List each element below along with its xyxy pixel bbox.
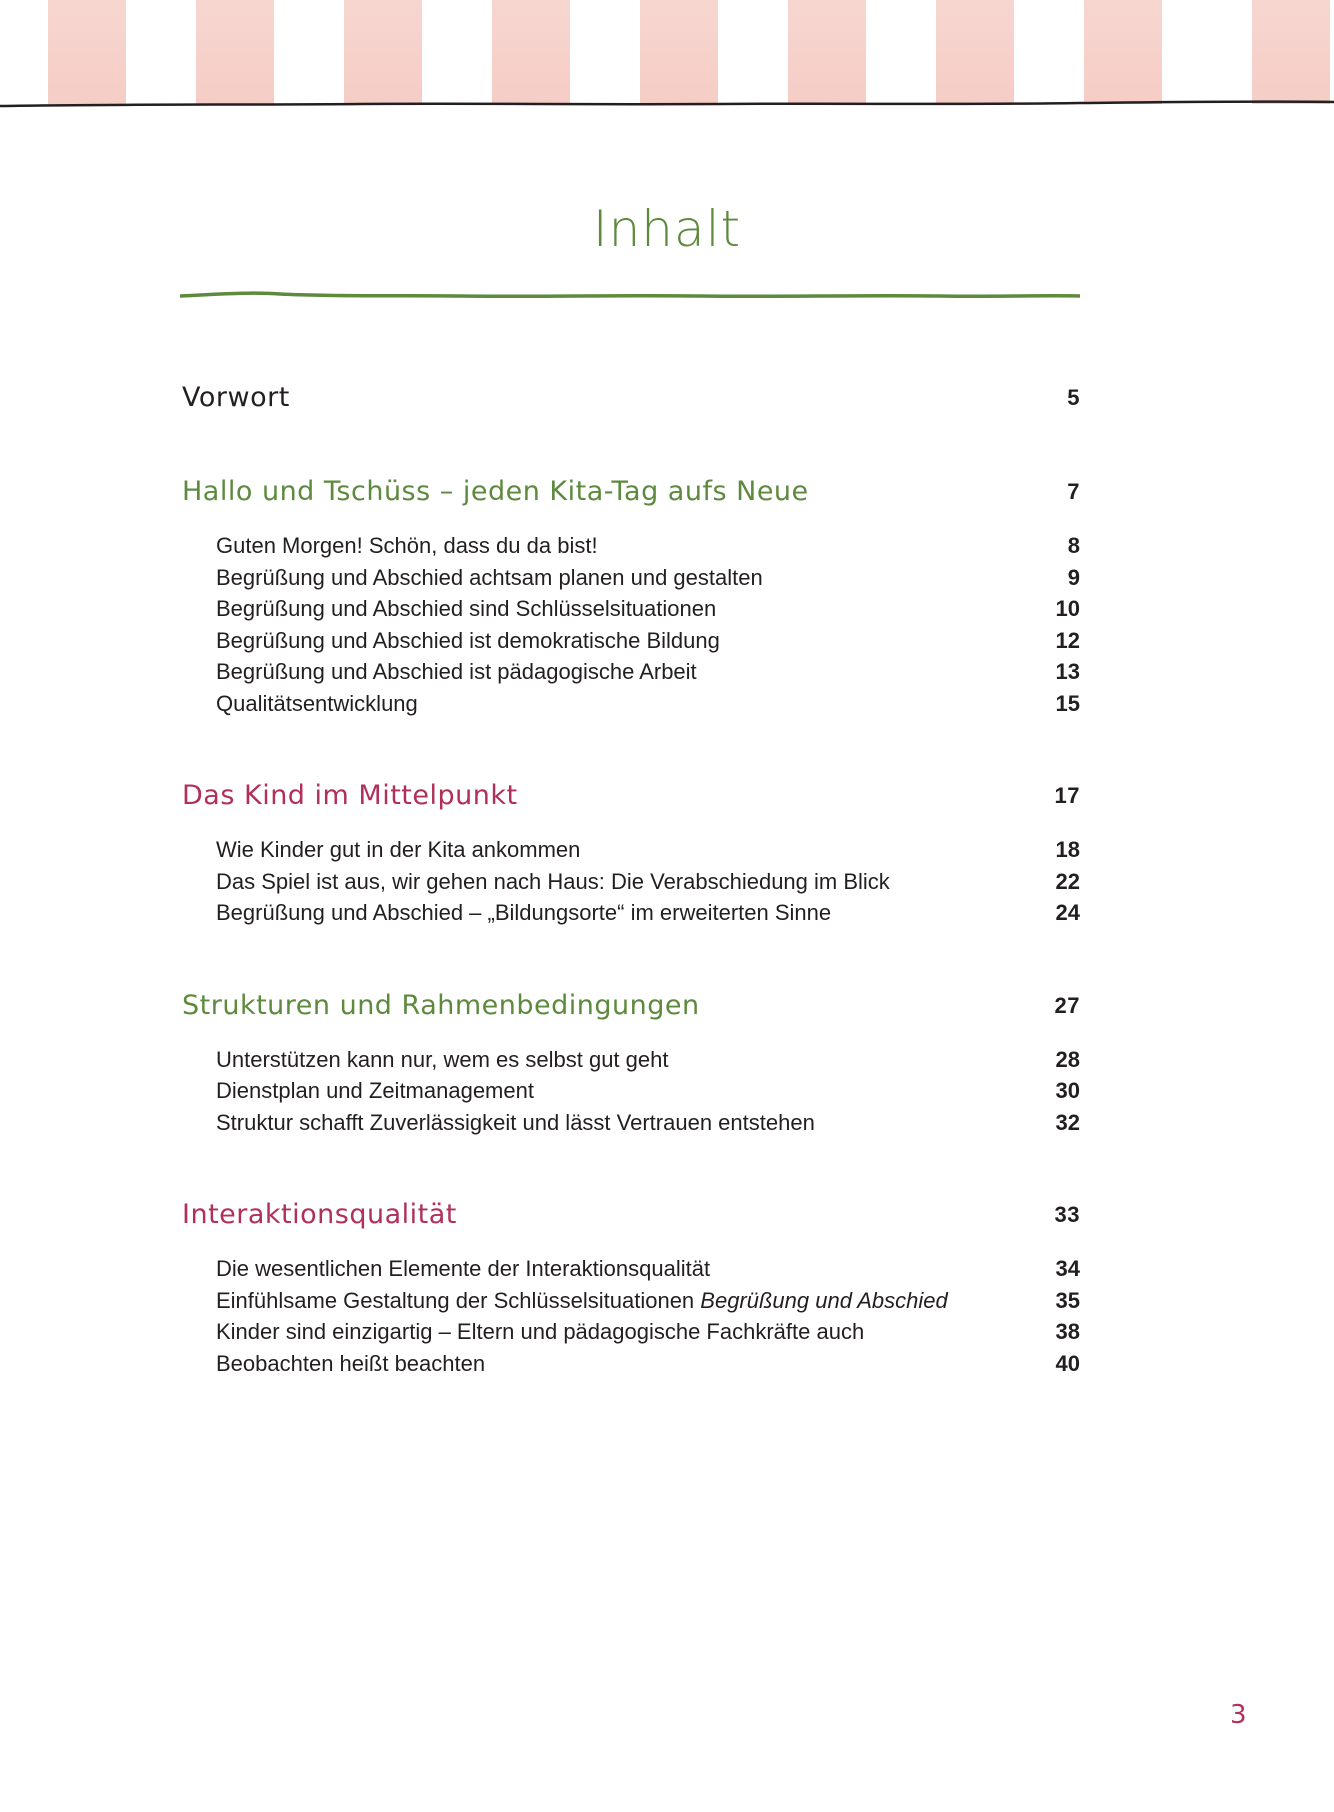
stripe: [788, 0, 866, 104]
toc-entry-text: Guten Morgen! Schön, dass du da bist!: [216, 533, 598, 558]
toc-section: [182, 778, 1080, 929]
toc-entry-label: [216, 834, 580, 866]
toc-entry[interactable]: [182, 656, 1080, 688]
toc-entry[interactable]: [182, 1075, 1080, 1107]
toc-entry-page: 35: [1055, 1287, 1080, 1313]
toc-heading-label: Hallo und Tschüss – jeden Kita-Tag aufs Neue: [182, 476, 809, 507]
toc-entry-page: 10: [1055, 596, 1080, 621]
toc-entry-text: Beobachten heißt beachten: [216, 1350, 486, 1376]
toc-entry-page: 18: [1055, 837, 1080, 862]
toc-entry[interactable]: [182, 1044, 1080, 1076]
toc-entry[interactable]: [182, 688, 1080, 720]
toc-entry-list: [182, 834, 1080, 929]
toc-heading[interactable]: [182, 380, 1080, 416]
toc-entry-page: 8: [1067, 533, 1080, 558]
stripe: [492, 0, 570, 104]
toc-entry-text: Begrüßung und Abschied ist pädagogische Arbeit: [216, 659, 697, 684]
stripe: [48, 0, 126, 104]
table-of-contents: [182, 380, 1080, 1438]
stripe: [640, 0, 718, 104]
toc-entry-label: [216, 1253, 710, 1285]
stripe: [344, 0, 422, 104]
toc-entry-page: 30: [1055, 1078, 1080, 1103]
toc-entry[interactable]: [182, 530, 1080, 562]
toc-heading-page: 7: [1067, 479, 1080, 504]
toc-entry-list: [182, 1044, 1080, 1139]
toc-entry-label: [216, 897, 831, 929]
toc-entry-label: [216, 562, 763, 594]
toc-heading-label: Vorwort: [182, 382, 290, 413]
toc-entry-text: Begrüßung und Abschied – „Bildungsorte“ im erweiterten Sinne: [216, 900, 832, 925]
toc-section: [182, 988, 1080, 1139]
toc-entry-label: [216, 866, 890, 898]
toc-entry-text-italic: Begrüßung und Abschied: [700, 1287, 948, 1313]
toc-entry-label: [216, 530, 598, 562]
toc-heading-page: 17: [1054, 783, 1080, 808]
toc-entry-label: [216, 1075, 534, 1107]
toc-entry-label: [216, 1348, 485, 1380]
toc-entry-text: Die wesentlichen Elemente der Interaktionsqualität: [216, 1256, 711, 1281]
toc-heading-label: Interaktionsqualität: [182, 1199, 457, 1230]
toc-heading-label: Das Kind im Mittelpunkt: [182, 780, 518, 811]
toc-sections: [182, 474, 1080, 1379]
toc-entry-list: [182, 530, 1080, 719]
toc-entry-page: 38: [1055, 1319, 1080, 1344]
toc-entry-label: [216, 625, 720, 657]
stripe: [196, 0, 274, 104]
stripe: [1084, 0, 1162, 104]
toc-entry-label: [216, 593, 716, 625]
toc-entry-text: Einfühlsame Gestaltung der Schlüsselsituationen: [216, 1287, 701, 1313]
toc-entry-text: Dienstplan und Zeitmanagement: [216, 1078, 534, 1103]
toc-entry-page: 34: [1055, 1256, 1080, 1281]
toc-entry-text: Begrüßung und Abschied sind Schlüsselsituationen: [216, 596, 717, 621]
toc-entry-text: Begrüßung und Abschied ist demokratische Bildung: [216, 627, 720, 653]
header-divider-line: [0, 92, 1334, 112]
toc-entry-label: [216, 688, 418, 720]
toc-entry-page: 28: [1055, 1046, 1080, 1072]
toc-heading[interactable]: [182, 474, 1080, 510]
toc-entry[interactable]: [182, 866, 1080, 898]
toc-entry-text: Das Spiel ist aus, wir gehen nach Haus: Die Verabschiedung im Blick: [216, 868, 890, 894]
toc-entry-label: [216, 1044, 668, 1076]
toc-entry-page: 32: [1055, 1109, 1080, 1135]
toc-entry[interactable]: [182, 1316, 1080, 1348]
toc-entry[interactable]: [182, 834, 1080, 866]
toc-heading-page: 33: [1054, 1202, 1080, 1227]
toc-entry-page: 24: [1055, 900, 1080, 925]
stripe: [1252, 0, 1330, 104]
toc-heading[interactable]: [182, 778, 1080, 814]
toc-entry-page: 40: [1055, 1350, 1080, 1376]
page-title: Inhalt: [592, 200, 742, 258]
toc-section: [182, 474, 1080, 719]
toc-entry-text: Struktur schafft Zuverlässigkeit und lässt Vertrauen entstehen: [216, 1109, 815, 1135]
toc-section: [182, 1197, 1080, 1379]
toc-heading-label: Strukturen und Rahmenbedingungen: [182, 989, 700, 1021]
toc-heading-page: 27: [1054, 992, 1080, 1018]
toc-entry-label: [216, 1285, 948, 1317]
toc-heading-page: 5: [1067, 385, 1080, 410]
toc-entry-page: 12: [1055, 627, 1080, 653]
toc-entry-label: [216, 656, 697, 688]
toc-entry[interactable]: [182, 562, 1080, 594]
toc-foreword: [182, 380, 1080, 416]
toc-entry-text: Qualitätsentwicklung: [216, 690, 418, 716]
toc-entry[interactable]: [182, 1348, 1080, 1380]
toc-entry-page: 15: [1055, 690, 1080, 716]
toc-entry-label: [216, 1316, 864, 1348]
toc-entry-text: Unterstützen kann nur, wem es selbst gut geht: [216, 1046, 669, 1072]
toc-entry-text: Wie Kinder gut in der Kita ankommen: [216, 837, 581, 862]
toc-entry-list: [182, 1253, 1080, 1379]
toc-entry[interactable]: [182, 625, 1080, 657]
toc-entry-page: 9: [1067, 564, 1080, 590]
page-number: 3: [1230, 1700, 1247, 1730]
toc-entry[interactable]: [182, 593, 1080, 625]
toc-entry-page: 13: [1055, 659, 1080, 684]
title-underline: [180, 284, 1080, 304]
toc-entry-text: Begrüßung und Abschied achtsam planen und gestalten: [216, 564, 763, 590]
toc-entry[interactable]: [182, 1253, 1080, 1285]
toc-entry[interactable]: [182, 897, 1080, 929]
toc-entry-label: [216, 1107, 815, 1139]
decorative-stripe-header: [0, 0, 1334, 104]
toc-entry[interactable]: [182, 1107, 1080, 1139]
toc-entry-page: 22: [1055, 868, 1080, 894]
toc-entry-text: Kinder sind einzigartig – Eltern und pädagogische Fachkräfte auch: [216, 1319, 865, 1344]
toc-heading[interactable]: [182, 1197, 1080, 1233]
stripe: [936, 0, 1014, 104]
toc-heading[interactable]: [182, 988, 1080, 1024]
toc-entry[interactable]: [182, 1285, 1080, 1317]
